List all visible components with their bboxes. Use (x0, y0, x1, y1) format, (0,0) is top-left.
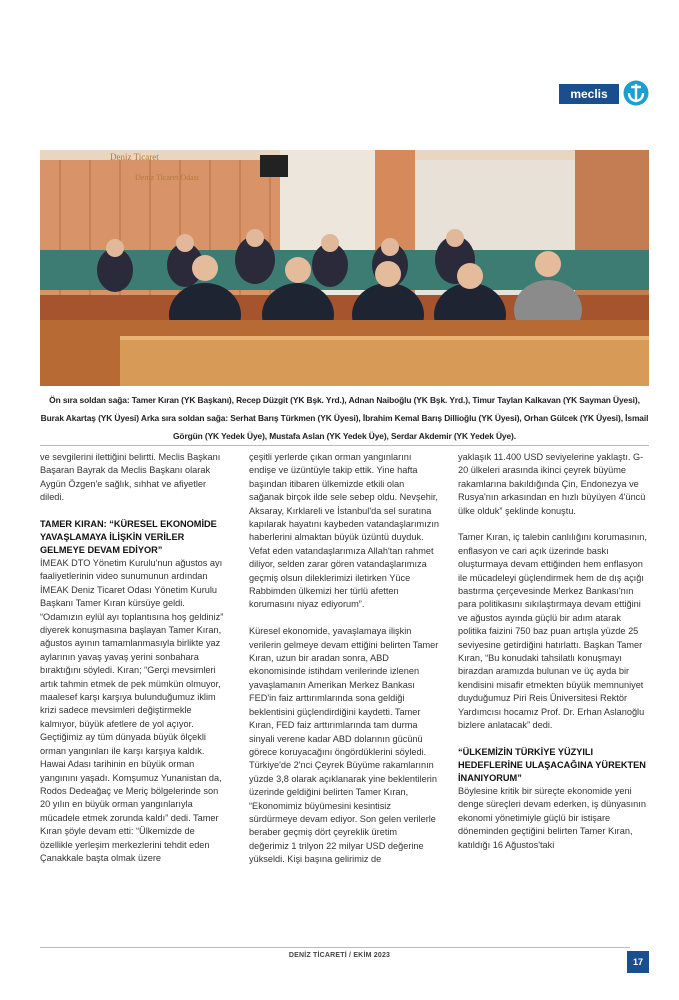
footer-divider (40, 947, 630, 948)
article-column-2 (249, 451, 439, 880)
subheading: “ÜLKEMİZİN TÜRKİYE YÜZYILI HEDEFLERİNE ULAŞACAĞINA YÜREKTEN İNANIYORUM” (458, 746, 646, 783)
paragraph: Tamer Kıran, iç talebin canlılığını korumasının, enflasyon ve cari açık üzerinde baskı oluşturmaya devam ettiğinden hem enflasyon ile mücadeleyi güçlendirmek hem de dış açığı bastırma çerçevesinde Merkez Bankası'nın para politikasını sıkılaştırmaya devam ettiğini ve ağustos ayında güçlü bir adım atarak politika faizini 750 baz puan artışla yüzde 25 seviyesine getirdiğini hatırlattı. Başkan Tamer Kıran, “Bu konudaki tahsilatlı konuşmayı birazdan aramızda bulunan ve üç ayda bir kendisini misafir etmekten büyük memnuniyet duyduğumuz Piri Reis Üniversitesi Rektör Yardımcısı hocamız Prof. Dr. Erhan Aslanoğlu bizlere anlatacak” dedi. (458, 532, 647, 731)
section-tag: meclis (559, 84, 619, 104)
paragraph: İMEAK DTO Yönetim Kurulu'nun ağustos ayı faaliyetlerinin video sunumunun ardından İMEAK Deniz Ticaret Odası Yönetim Kurulu Başkanı Tamer Kıran kürsüye geldi. “Odamızın eylül ayı toplantısına hoş geldiniz” diyerek konuşmasına başlayan Tamer Kıran, ağustos ayının tamamlanmasıyla birlikte yaz aylarının yavaş yavaş yerini sonbahara bıraktığını söyledi. Kıran; “Gerçi mevsimleri artık tahmin etmek de pek mümkün olmuyor, maalesef karşı karşıya bulunduğumuz iklim krizi sadece mevsimleri değiştirmekle kalmıyor, büyük afetlere de yol açıyor. Geçtiğimiz ay tüm dünyada büyük ölçekli orman yangınları ile karşı karşıya kaldık. Hawai Adası tarihinin en büyük orman yangınını yaşadı. Komşumuz Yunanistan da, Rodos Dedeağaç ve Meriç bölgelerinde son 20 yılın en büyük orman yangınlarıyla mücadele etmek zorunda kaldı” dedi. Tamer Kıran şöyle devam etti: “Ülkemizde de özellikle yerleşim merkezlerini tehdit eden Çanakkale başta olmak üzere (40, 558, 224, 863)
photo-caption: Ön sıra soldan sağa: Tamer Kıran (YK Başkanı), Recep Düzgit (YK Bşk. Yrd.), Adnan Naiboğlu (YK Bşk. Yrd.), Timur Taylan Kalkavan (YK Sayman Üyesi), Burak Akartaş (YK Üyesi) Arka sıra soldan sağa: Serhat Barış Türkmen (YK Üyesi), İbrahim Kemal Barış Dillioğlu (YK Üyesi), Orhan Gülcek (YK Üyesi), İsmail Görgün (YK Yedek Üye), Mustafa Aslan (YK Yedek Üye), Serdar Akdemir (YK Yedek Üye). (40, 395, 649, 441)
footer-publication: DENİZ TİCARETİ / EKİM 2023 (288, 952, 391, 959)
article-column-3 (458, 451, 649, 865)
page-number: 17 (627, 951, 649, 973)
paragraph: ve sevgilerini ilettiğini belirtti. Meclis Başkanı Başaran Bayrak da Meclis Başkanı olarak Aygün Özgen'e sağlık, sıhhat ve afiyetler diledi. (40, 452, 221, 503)
paragraph: Böylesine kritik bir süreçte ekonomide yeni denge süreçleri devam ederken, iş dünyasının ekonomi yönetimiyle güçlü bir istişare döneminden geçtiğini belirten Tamer Kıran, katıldığı 16 Ağustos'taki (458, 785, 646, 850)
wall-sign-line1: Deniz Ticaret (110, 152, 159, 162)
article-column-1 (40, 451, 225, 879)
paragraph: çeşitli yerlerde çıkan orman yangınlarını endişe ve üzüntüyle takip ettik. Yine hafta başından itibaren ülkemizde etkili olan sağanak birçok ilde sele sebep oldu. Nevşehir, Aksaray, Kırklareli ve İstanbul'da sel suratına kapılarak hayatını kaybeden vatandaşlarımızın haberlerini almaktan büyük üzüntü duyduk. Vefat eden vatandaşlarımıza Allah'tan rahmet diliyor, selden zarar gören vatandaşlarımıza geçmiş olsun dileklerimizi iletirken Yüce Rabbimden ülkemizi her türlü afetten korumasını niyaz ediyorum”. (249, 452, 439, 610)
anchor-logo-icon (623, 80, 649, 106)
caption-divider (40, 445, 649, 446)
board-photo (40, 150, 649, 386)
wall-sign-line2: Deniz Ticaret Odası (135, 173, 199, 182)
subheading: TAMER KIRAN: “KÜRESEL EKONOMİDE YAVAŞLAMAYA İLİŞKİN VERİLER GELMEYE DEVAM EDİYOR” (40, 519, 217, 556)
paragraph: Küresel ekonomide, yavaşlamaya ilişkin verilerin gelmeye devam ettiğini belirten Tamer Kıran, uzun bir aradan sonra, ABD ekonomisinde istihdam verilerinde izlenen yavaşlamanın Amerikan Merkez Bankası FED'in faiz arttırımlarında sona geldiği beklentisini güçlendirdiğini kaydetti. Tamer Kıran, FED faiz arttırımlarında tam durma sinyali verene kadar ABD dolarının gücünü görece koruyacağını öngördüklerini söyledi. Türkiye'de 2'nci Çeyrek Büyüme rakamlarının yüzde 3,8 olarak açıklanarak yine beklentilerin üzerinde geldiğini belirten Tamer Kıran, “Ekonomimiz büyümesini kesintisiz sürdürmeye devam ediyor. Son gelen verilerle beraber geçmiş dört çeyreklik üretim değerimiz 1 trilyon 22 milyar USD değerine yükseldi. Kişi başına gelirimiz de (249, 626, 439, 865)
paragraph: yaklaşık 11.400 USD seviyelerine yaklaştı. G-20 ülkeleri arasında ikinci çeyrek büyüme rakamlarına bakıldığında Çin, Endonezya ve Rusya'nın arkasından en hızlı büyüyen 4'üncü ülke olduk” şeklinde konuştu. (458, 452, 646, 516)
